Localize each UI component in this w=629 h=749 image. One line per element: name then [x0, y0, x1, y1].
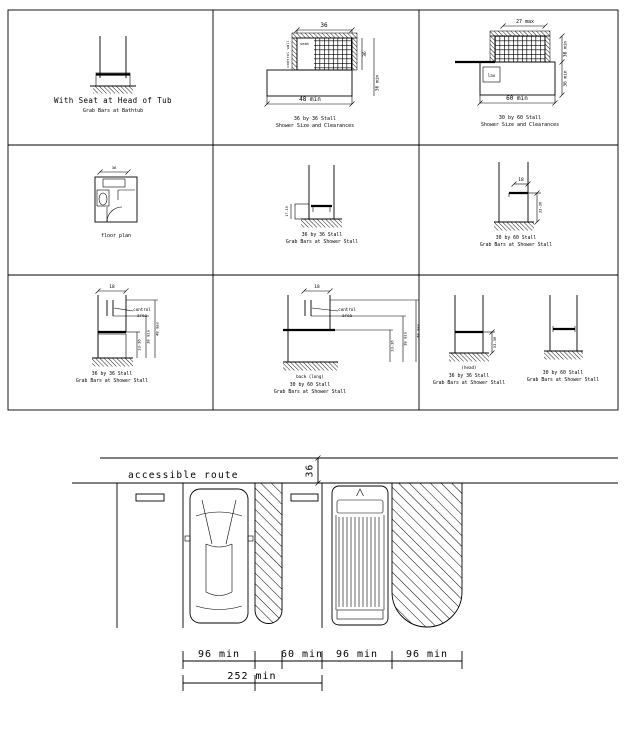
- dim-control-offset: 18: [109, 285, 115, 290]
- detail-caption: floor plan: [100, 233, 132, 239]
- dim-stall-width: 36: [320, 22, 328, 29]
- detail-shower-36-control-elevation: [76, 284, 160, 384]
- dim-car-stall: 96 min: [197, 649, 241, 660]
- direction-arrow: [357, 489, 364, 496]
- van-access-aisle-hatch: [392, 483, 462, 627]
- detail-caption-2: Grab Bars at Shower Stall: [285, 240, 359, 245]
- control-area-label-2: area: [136, 313, 148, 318]
- wheel-stop: [291, 494, 318, 501]
- wall-hatch: [352, 38, 357, 70]
- wall-label: back (long): [296, 374, 324, 379]
- detail-caption-2: Shower Size and Clearances: [480, 122, 560, 128]
- detail-caption-2: Grab Bars at Shower Stall: [479, 243, 553, 248]
- floor-hatch: [283, 363, 338, 371]
- dim-stall-depth: 30 min: [563, 40, 569, 58]
- detail-caption-1: 30 by 60 Stall: [498, 115, 542, 121]
- detail-shower-60-plan: [455, 19, 569, 128]
- parking-plan: [72, 456, 618, 692]
- control-wall-label: control wall: [285, 40, 290, 68]
- detail-caption-1: 36 by 36 Stall: [91, 372, 133, 377]
- detail-caption-1: 30 by 60 Stall: [495, 236, 537, 241]
- lavatory-label: lav: [487, 73, 496, 78]
- dim-bar-height: 33-36: [492, 336, 497, 349]
- dim-control-min: 38 min: [145, 330, 151, 344]
- seat-grid-hatch: [495, 36, 545, 62]
- stall-dimension-row: [183, 649, 462, 669]
- dim-van-stall: 96 min: [335, 649, 379, 660]
- floor-hatch: [544, 352, 583, 360]
- detail-caption-2: Grab Bars at Shower Stall: [526, 378, 600, 383]
- wall-label: (head): [461, 365, 477, 370]
- dim-clearance-depth: 36 min: [375, 74, 381, 92]
- roof-ribs: [339, 517, 379, 607]
- van-top-view: [332, 486, 388, 625]
- total-dimension-row: [183, 671, 322, 691]
- wheel-stop: [136, 494, 164, 501]
- detail-shower-36-plan: [265, 22, 381, 129]
- detail-shower-60-ledge-elevation: [480, 162, 552, 248]
- detail-caption-1: 30 by 60 Stall: [542, 371, 584, 376]
- floor-hatch: [93, 87, 133, 94]
- detail-caption: Grab Bars at Bathtub: [82, 108, 144, 114]
- detail-caption-1: 30 by 60 Stall: [289, 383, 331, 388]
- detail-caption-2: Shower Size and Clearances: [275, 123, 355, 129]
- detail-room-plan: [95, 165, 137, 239]
- control-area-label-1: control: [133, 307, 151, 312]
- floor-hatch: [301, 220, 342, 228]
- control-area-label-1: control: [338, 307, 356, 312]
- dim-clearance-depth: 36 min: [563, 70, 569, 87]
- seat-label: seat: [300, 41, 310, 46]
- dim-bar-length: 18: [518, 178, 524, 183]
- dim-control-offset: 18: [314, 285, 320, 290]
- wall-hatch: [545, 36, 550, 62]
- detail-tub-seat-elevation: [54, 36, 172, 114]
- dim-total: 252 min: [227, 671, 277, 682]
- detail-grab-bar-foot-elevation: [527, 295, 599, 383]
- detail-shower-36-seat-elevation: [285, 165, 358, 245]
- route-width-dim: 36: [304, 463, 316, 478]
- dim-room-width: 36: [111, 165, 117, 170]
- detail-caption-2: Grab Bars at Shower Stall: [273, 390, 347, 395]
- floor-hatch: [494, 223, 534, 231]
- dim-stall-depth: 36: [363, 51, 368, 57]
- detail-title: With Seat at Head of Tub: [54, 96, 172, 105]
- dim-control-max: 48 max: [415, 324, 421, 338]
- detail-caption-1: 36 by 36 Stall: [301, 233, 343, 238]
- accessible-route-label: accessible route: [128, 470, 239, 481]
- wall-hatch: [292, 38, 297, 70]
- wall-hatch: [490, 36, 495, 62]
- dim-control-min: 38 min: [402, 332, 408, 346]
- detail-grab-bar-head-elevation: [433, 295, 505, 386]
- detail-caption-1: 36 by 36 Stall: [293, 116, 337, 122]
- dim-bar-height: 33-36: [389, 340, 395, 352]
- dim-seat-height: 17-19: [285, 206, 289, 217]
- seat-grid-hatch: [314, 38, 352, 70]
- control-area-label-2: area: [341, 313, 353, 318]
- car-top-view: [185, 489, 253, 623]
- dim-control-max: 48 max: [154, 322, 160, 336]
- detail-caption-2: Grab Bars at Shower Stall: [75, 379, 149, 384]
- dim-clearance-length: 48 min: [299, 96, 321, 103]
- dim-bar-height: 33-36: [537, 201, 543, 214]
- floor-hatch: [92, 359, 133, 367]
- dim-access-aisle: 60 min: [280, 649, 324, 660]
- wall-hatch: [292, 33, 357, 38]
- detail-caption-2: Grab Bars at Shower Stall: [432, 381, 506, 386]
- floor-hatch: [449, 354, 489, 362]
- dim-stall-length: 60 min: [506, 95, 528, 102]
- dim-seat-max: 27 max: [515, 19, 535, 25]
- dim-bar-height: 33-36: [136, 339, 142, 351]
- access-aisle-hatch: [255, 483, 282, 624]
- detail-shower-60-control-elevation: [274, 284, 421, 395]
- wall-hatch: [490, 31, 550, 36]
- dim-van-aisle: 96 min: [405, 649, 449, 660]
- detail-caption-1: 36 by 36 Stall: [448, 374, 490, 379]
